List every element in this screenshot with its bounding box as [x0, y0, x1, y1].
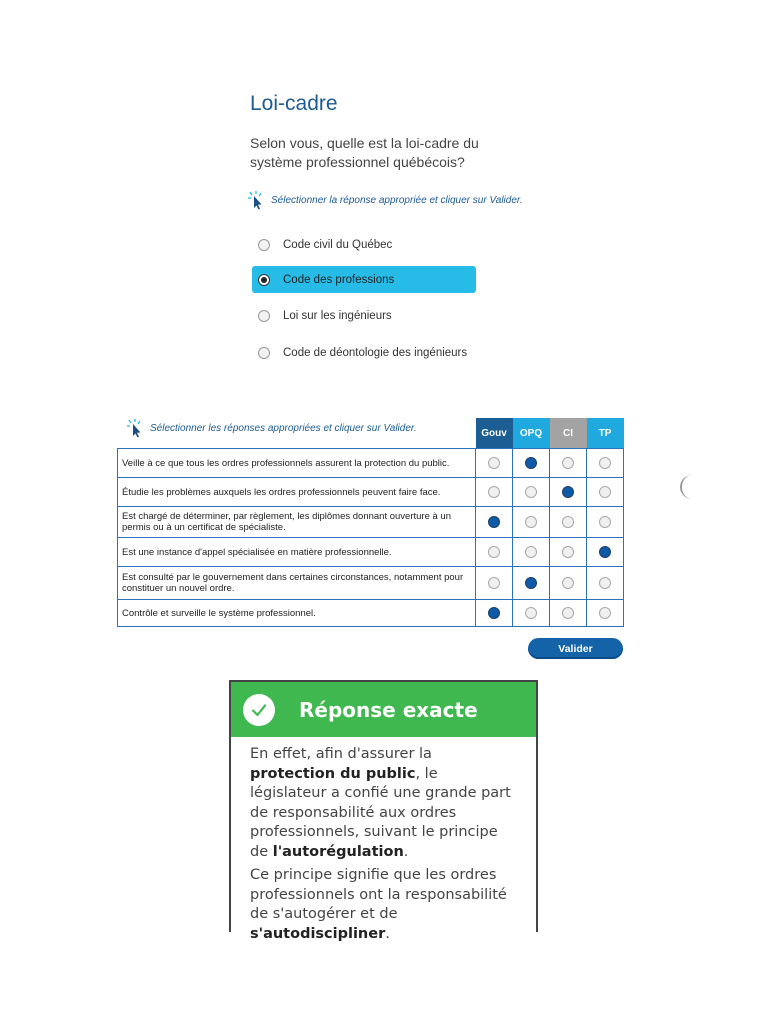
radio-button-selected[interactable] [488, 607, 500, 619]
matrix-row [118, 507, 624, 538]
matrix-cell[interactable] [513, 600, 550, 627]
column-header-tp: TP [587, 418, 624, 449]
matrix-row [118, 449, 624, 478]
matrix-row [118, 600, 624, 627]
matrix-cell[interactable] [587, 449, 624, 478]
radio-button-selected[interactable] [488, 516, 500, 528]
answer-matrix [117, 418, 624, 627]
radio-button-selected[interactable] [525, 577, 537, 589]
matrix-cell[interactable] [476, 538, 513, 567]
matrix-row [118, 478, 624, 507]
row-statement: Est consulté par le gouvernement dans certaines circonstances, notamment pour constituer un nouvel ordre. [118, 567, 476, 600]
row-statement: Est une instance d'appel spécialisée en matière professionnelle. [118, 538, 476, 567]
validate-button[interactable]: Valider [528, 638, 623, 659]
radio-button-selected[interactable] [599, 546, 611, 558]
radio-button[interactable] [562, 516, 574, 528]
matrix-cell[interactable] [476, 507, 513, 538]
radio-button[interactable] [599, 486, 611, 498]
matrix-cell[interactable] [587, 538, 624, 567]
column-header-opq: OPQ [513, 418, 550, 449]
radio-button-selected[interactable] [525, 457, 537, 469]
matrix-cell[interactable] [513, 538, 550, 567]
instruction-2-text: Sélectionner les réponses appropriées et cliquer sur Valider. [150, 422, 417, 434]
matrix-cell[interactable] [476, 478, 513, 507]
matrix-cell[interactable] [550, 567, 587, 600]
radio-button[interactable] [258, 347, 270, 359]
radio-button[interactable] [258, 310, 270, 322]
radio-button[interactable] [562, 607, 574, 619]
radio-button[interactable] [599, 577, 611, 589]
feedback-title: Réponse exacte [299, 697, 478, 722]
feedback-panel [229, 680, 538, 942]
feedback-header [231, 682, 536, 737]
matrix-cell[interactable] [476, 449, 513, 478]
matrix-row [118, 567, 624, 600]
radio-button[interactable] [562, 577, 574, 589]
column-header-gouv: Gouv [476, 418, 513, 449]
radio-button[interactable] [599, 516, 611, 528]
row-statement: Contrôle et surveille le système professionnel. [118, 600, 476, 627]
row-statement: Veille à ce que tous les ordres professionnels assurent la protection du public. [118, 449, 476, 478]
option-loi-ingenieurs[interactable] [252, 302, 476, 329]
feedback-paragraph-2: Ce principe signifie que les ordres professionnels ont la responsabilité de s'autogérer et de s'autodiscipliner. [250, 867, 507, 942]
matrix-cell[interactable] [550, 507, 587, 538]
row-statement: Étudie les problèmes auxquels les ordres professionnels peuvent faire face. [118, 478, 476, 507]
option-label: Code de déontologie des ingénieurs [283, 346, 468, 359]
feedback-body [231, 737, 536, 944]
matrix-cell[interactable] [550, 600, 587, 627]
option-code-civil[interactable] [252, 231, 476, 258]
radio-button[interactable] [525, 546, 537, 558]
matrix-cell[interactable] [513, 567, 550, 600]
matrix-cell[interactable] [550, 449, 587, 478]
radio-button[interactable] [562, 546, 574, 558]
feedback-paragraph-1: En effet, afin d'assurer la protection du public, le législateur a confié une grande part de responsabilité aux ordres professionnels, suivant le principe de l'autorégulation. [250, 746, 511, 860]
option-label: Code des professions [283, 273, 395, 286]
radio-button[interactable] [258, 239, 270, 251]
radio-button[interactable] [488, 577, 500, 589]
radio-button[interactable] [488, 457, 500, 469]
check-icon [243, 694, 275, 726]
matrix-cell[interactable] [476, 600, 513, 627]
radio-button[interactable] [525, 607, 537, 619]
radio-button[interactable] [488, 546, 500, 558]
matrix-cell[interactable] [587, 507, 624, 538]
radio-button-selected[interactable] [258, 274, 270, 286]
matrix-cell[interactable] [550, 538, 587, 567]
matrix-row [118, 538, 624, 567]
matrix-cell[interactable] [513, 478, 550, 507]
header-spacer [118, 418, 476, 449]
matrix-cell[interactable] [513, 507, 550, 538]
option-code-des-professions[interactable] [252, 266, 476, 293]
option-label: Code civil du Québec [283, 238, 393, 251]
column-header-ci: CI [550, 418, 587, 449]
matrix-cell[interactable] [587, 567, 624, 600]
radio-button[interactable] [525, 516, 537, 528]
radio-button[interactable] [599, 457, 611, 469]
matrix-cell[interactable] [513, 449, 550, 478]
cursor-click-icon [247, 190, 265, 210]
radio-button[interactable] [525, 486, 537, 498]
question-text: Selon vous, quelle est la loi-cadre du système professionnel québécois? [250, 135, 479, 170]
instruction-1 [247, 190, 523, 210]
radio-button-selected[interactable] [562, 486, 574, 498]
radio-button[interactable] [562, 457, 574, 469]
radio-button[interactable] [599, 607, 611, 619]
row-statement: Est chargé de déterminer, par règlement, les diplômes donnant ouverture à un permis ou à un certificat de spécialiste. [118, 507, 476, 538]
page-title: Loi-cadre [250, 92, 338, 115]
matrix-cell[interactable] [550, 478, 587, 507]
matrix-cell[interactable] [587, 600, 624, 627]
option-code-deontologie[interactable] [252, 339, 476, 366]
matrix-cell[interactable] [587, 478, 624, 507]
side-handle[interactable] [680, 475, 692, 499]
radio-button[interactable] [488, 486, 500, 498]
option-label: Loi sur les ingénieurs [283, 309, 392, 322]
matrix-cell[interactable] [476, 567, 513, 600]
instruction-1-text: Sélectionner la réponse appropriée et cliquer sur Valider. [271, 194, 523, 206]
